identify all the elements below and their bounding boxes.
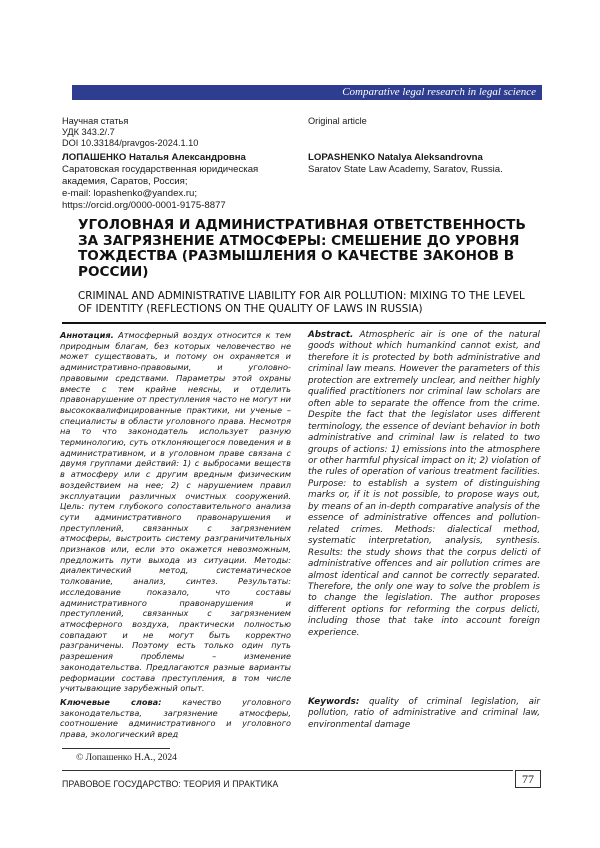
page-number: 77	[515, 770, 541, 788]
author-affiliation-ru: Саратовская государственная юридическая академия, Саратов, Россия;	[62, 164, 259, 187]
author-name-en: LOPASHENKO Natalya Aleksandrovna	[308, 152, 483, 163]
footnote-divider	[62, 748, 170, 749]
article-meta-ru	[62, 116, 198, 149]
author-block-ru	[62, 152, 292, 212]
copyright-notice: © Лопашенко Н.А., 2024	[76, 752, 177, 763]
keywords-label-en: Keywords:	[308, 697, 360, 707]
abstract-ru	[60, 330, 291, 694]
doi: DOI 10.33184/pravgos-2024.1.10	[62, 138, 199, 148]
author-block-en	[308, 152, 538, 176]
article-type-en: Original article	[308, 116, 367, 126]
section-header-bar	[72, 85, 542, 100]
abstract-en	[308, 330, 540, 639]
journal-name: ПРАВОВОЕ ГОСУДАРСТВО: ТЕОРИЯ И ПРАКТИКА	[62, 779, 279, 789]
author-email[interactable]: e-mail: lopashenko@yandex.ru;	[62, 188, 198, 199]
abstract-label-ru: Аннотация.	[60, 330, 114, 340]
keywords-ru	[60, 697, 291, 740]
article-title-ru: УГОЛОВНАЯ И АДМИНИСТРАТИВНАЯ ОТВЕТСТВЕННОСТЬ ЗА ЗАГРЯЗНЕНИЕ АТМОСФЕРЫ: СМЕШЕНИЕ ДО УРОВНЯ ТОЖДЕСТВА (РАЗМЫШЛЕНИЯ О КАЧЕСТВЕ ЗАКОНОВ В РОССИИ)	[78, 217, 526, 280]
title-divider	[62, 322, 546, 324]
article-type-ru: Научная статья	[62, 116, 129, 126]
keywords-text-ru: качество уголовного законодательства, загрязнение атмосферы, соотношение административного и уголовного права, экологический вред	[60, 697, 291, 740]
footer-divider	[62, 770, 513, 771]
author-orcid[interactable]: https://orcid.org/0000-0001-9175-8877	[62, 200, 226, 211]
keywords-label-ru: Ключевые слова:	[60, 697, 162, 707]
keywords-en	[308, 697, 540, 731]
article-title-en: CRIMINAL AND ADMINISTRATIVE LIABILITY FOR AIR POLLUTION: MIXING TO THE LEVEL OF IDENTITY (REFLECTIONS ON THE QUALITY OF LAWS IN RUSSIA)	[78, 290, 525, 315]
abstract-label-en: Abstract.	[308, 330, 354, 340]
author-name-ru: ЛОПАШЕНКО Наталья Александровна	[62, 152, 246, 163]
keywords-text-en: quality of criminal legislation, air pollution, ratio of administrative and criminal law, environmental damage	[308, 697, 540, 730]
article-meta-en	[308, 116, 367, 127]
udc-code: УДК 343.2/.7	[62, 127, 115, 137]
abstract-text-en: Atmospheric air is one of the natural goods without which humankind cannot exist, and therefore it is protected by both administrative and criminal law means. However the parameters of this protection are extremely unclear, and neither highly qualified practitioners nor criminal law scholars are often able to separate the offence from the crime. Despite the fact that the legislator uses different terminology, the essence of deviant behavior in both administrative and criminal law is related to two groups of actions: 1) emissions into the atmosphere or other harmful physical impact on it; 2) violation of the rules of operation of various treatment facilities. Purpose: to establish a system of distinguishing marks or, if it is not possible, to propose ways out, by means of an in-depth comparative analysis of the essence of administrative offences and pollution-related crimes. Methods: dialectical method, systematic interpretation, analysis, synthesis. Results: the study shows that the corpus delicti of administrative offences and air pollution crimes are almost identical and cannot be correctly separated. Therefore, the only one way to solve the problem is to change the legislation. The author proposes different options for reforming the corpus delicti, including those that take into account foreign experience.	[308, 330, 541, 638]
abstract-text-ru: Атмосферный воздух относится к тем природным благам, без которых человечество не может существовать, и потому он охраняется и административно-правовыми, и уголовно-правовыми средствами. Параметры этой охраны вместе с тем крайне неясны, и отделить правонарушение от преступления часто не могут ни высококвалифицированные практики, ни ученые – специалисты в области уголовного права. Несмотря на то что законодатель использует разную терминологию, суть отклоняющегося поведения и в административном, и в уголовном праве связана с двумя группами действий: 1) с выбросами веществ в атмосферу или с другим вредным физическим воздействием на нее; 2) с нарушением правил эксплуатации различных очистных сооружений. Цель: путем глубокого сопоставительного анализа сути административного правонарушения и преступлений, связанных с загрязнением атмосферы, выстроить систему разграничительных признаков или, если это окажется невозможным, предложить пути выхода из ситуации. Методы: диалектический метод, систематическое толкование, анализ, синтез. Результаты: исследование показало, что составы административного правонарушения и преступлений, связанных с загрязнением атмосферного воздуха, практически полностью совпадают и не могут быть корректно разграничены. Поэтому есть только один путь разрешения проблемы – изменение законодательства. Предлагаются разные варианты реформации состава преступления, в том числе учитывающие зарубежный опыт.	[60, 330, 291, 694]
running-title: Comparative legal research in legal science	[342, 86, 536, 98]
author-affiliation-en: Saratov State Law Academy, Saratov, Russia.	[308, 164, 503, 175]
